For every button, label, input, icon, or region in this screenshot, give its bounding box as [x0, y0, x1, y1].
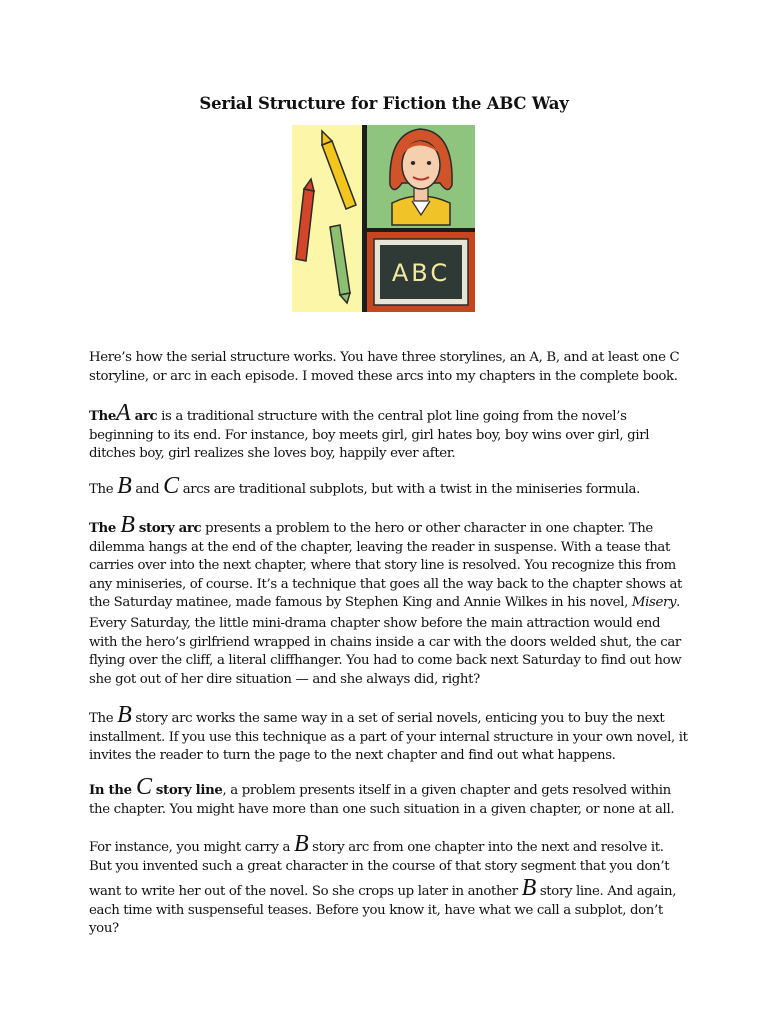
paragraph-b-story-arc: The B story arc presents a problem to the hero or other character in one chapter. The dilemma hangs at the end of the chapter, leaving the reader in suspense. With a tease that carries over into the next chapter, where that story line is resolved. You recognize this from any miniseries, of course. It’s a technique that goes all the way back to the chapter shows at the Saturday matinee, made famous by Stephen King and Annie Wilkes in his novel, Misery. — [89, 512, 683, 610]
bold-lead-the: The — [89, 409, 116, 424]
paragraph-intro: Here’s how the serial structure works. You have three storylines, an A, B, and at least one C storyline, or arc in each episode. I moved these arcs into my chapters in the complete book. — [89, 350, 680, 384]
paragraph-every-saturday: Every Saturday, the little mini-drama chapter show before the main attraction would end with the hero’s girlfriend wrapped in chains inside a car with the doors welded shut, the car flying over the cliff, a literal cliffhanger. You had to come back next Saturday to find out how she got out of her dire situation — and she always did, right? — [89, 616, 682, 687]
letter-a: A — [115, 400, 131, 426]
bold-lead-arc: arc — [130, 409, 158, 424]
paragraph-b-c-arcs: The B and C arcs are traditional subplots, but with a twist in the miniseries formula. — [89, 473, 640, 499]
paragraph-c-story-line: In the C story line, a problem presents itself in a given chapter and gets resolved within the chapter. You might have more than one such situation in a given chapter, or none at all. — [89, 774, 675, 817]
chalkboard-text: ABC — [391, 259, 451, 287]
paragraph-b-serial-novels: The B story arc works the same way in a set of serial novels, enticing you to buy the next installment. If you use this technique as a part of your internal structure in your own novel, it invites the reader to turn the page to the next chapter and find out what happens. — [89, 702, 688, 763]
book-title-misery: Misery — [631, 595, 677, 610]
paragraph-for-instance: For instance, you might carry a B story arc from one chapter into the next and resolve it. But you invented such a great character in the course of that story segment that you don’t want to write her out of the novel. So she crops up later in another B story line. And again, each time with suspenseful teases. Before you know it, have what we call a subplot, don’t you? — [89, 831, 677, 936]
abc-teacher-illustration — [292, 125, 475, 312]
page-title: Serial Structure for Fiction the ABC Way — [199, 94, 569, 113]
teacher-icon — [390, 129, 452, 225]
paragraph-a-arc: TheA arc is a traditional structure with the central plot line going from the novel’s beginning to its end. For instance, boy meets girl, girl hates boy, boy wins over girl, girl ditches boy, girl realizes she loves boy, happily ever after. — [89, 400, 650, 461]
